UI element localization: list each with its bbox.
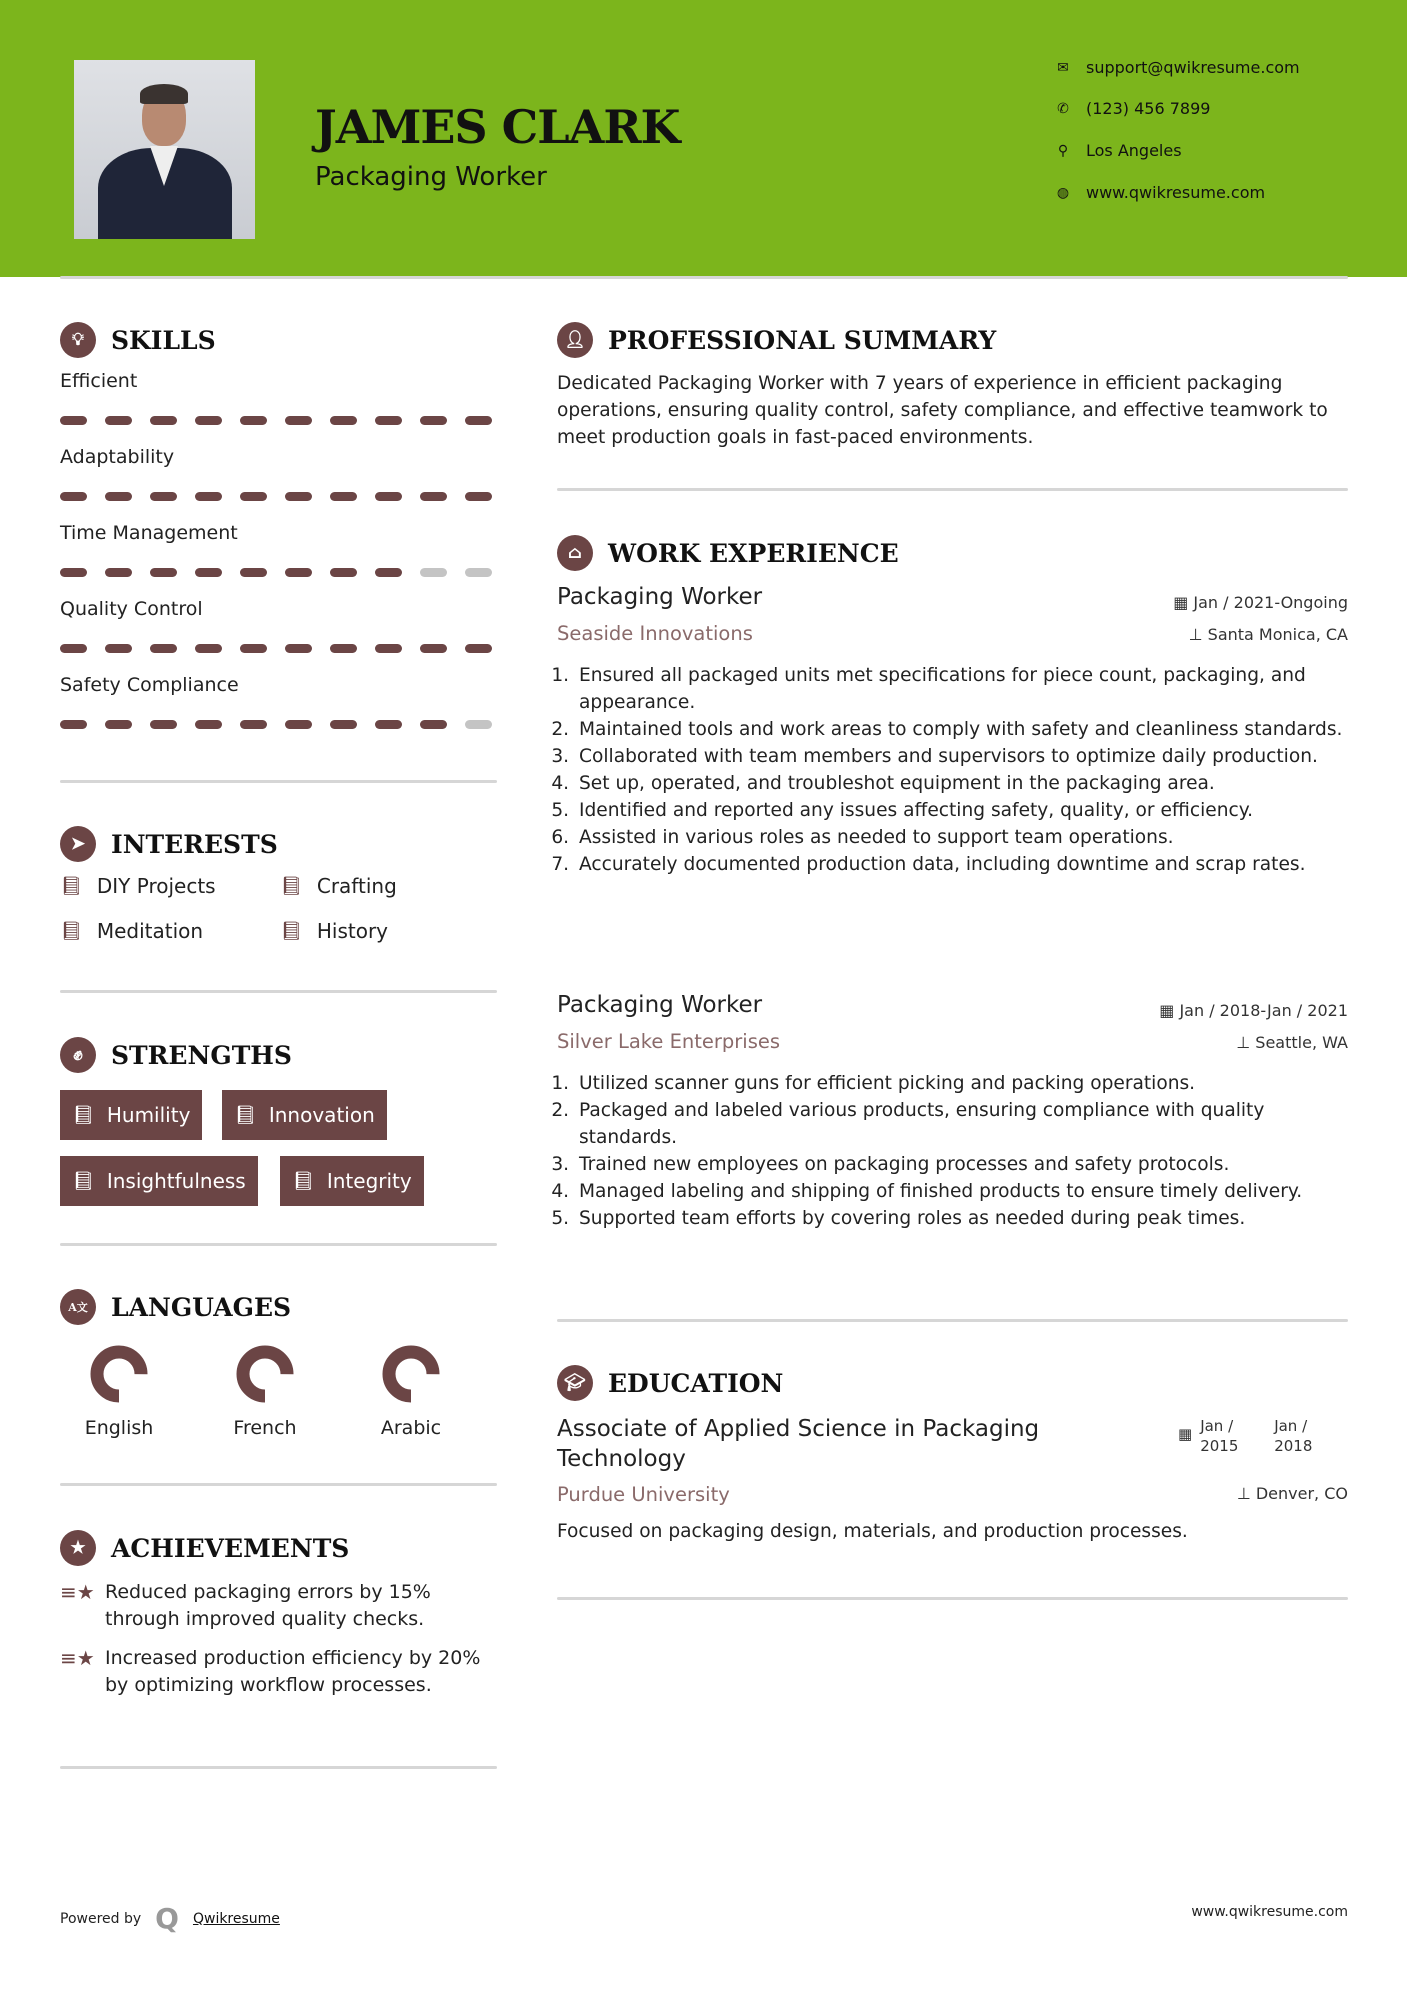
skill-rating [60, 720, 497, 729]
book-icon: 📘︎ [280, 875, 303, 897]
school: Purdue University [557, 1483, 730, 1506]
skill-rating [60, 568, 497, 577]
pin-icon: ⊥ [1236, 1484, 1256, 1503]
interests-heading [60, 826, 278, 862]
graduate-icon: 🎓︎ [557, 1365, 593, 1401]
strength-label: Innovation [268, 1103, 375, 1127]
language-proficiency-ring [380, 1343, 442, 1405]
interest-label: Crafting [316, 874, 397, 898]
skill-rating [60, 492, 497, 501]
job-bullets [557, 1070, 1357, 1232]
globe-icon: ◍ [1056, 184, 1070, 201]
rating-dash-filled [285, 720, 312, 729]
strength-tag [222, 1090, 387, 1140]
rating-dash-filled [285, 416, 312, 425]
contact-item [1052, 183, 1265, 202]
education-description: Focused on packaging design, materials, and production processes. [557, 1521, 1188, 1542]
rating-dash-filled [150, 568, 177, 577]
rating-dash-filled [420, 416, 447, 425]
location-text: Santa Monica, CA [1207, 625, 1348, 644]
divider [557, 488, 1348, 491]
education-dates [1178, 1416, 1324, 1456]
rating-dash-filled [240, 492, 267, 501]
contact-text[interactable]: (123) 456 7899 [1086, 99, 1211, 118]
bullet-item: 7. Accurately documented production data, including downtime and scrap rates. [575, 851, 1357, 878]
interest-label: History [316, 919, 389, 943]
rating-dash-filled [285, 644, 312, 653]
rating-dash-filled [330, 492, 357, 501]
bullet-item: 3. Trained new employees on packaging processes and safety protocols. [575, 1151, 1357, 1178]
rating-dash-filled [150, 644, 177, 653]
qwikresume-logo: Q [155, 1902, 179, 1935]
map-pin-icon: ⚲ [1057, 142, 1069, 159]
rating-dash-filled [105, 644, 132, 653]
star-icon: ≡★ [60, 1580, 95, 1604]
heading-text: EDUCATION [608, 1368, 784, 1398]
skill-rating [60, 416, 497, 425]
rating-dash-filled [465, 492, 492, 501]
star-icon: ≡★ [60, 1646, 95, 1670]
rating-dash-empty [465, 720, 492, 729]
end-date: Jan / 2018 [1274, 1417, 1313, 1455]
rating-dash-filled [240, 644, 267, 653]
education-heading [557, 1365, 783, 1401]
rating-dash-filled [465, 644, 492, 653]
strengths-heading [60, 1037, 292, 1073]
job-bullets [557, 662, 1357, 878]
rating-dash-filled [195, 492, 222, 501]
bullet-item: 6. Assisted in various roles as needed to support team operations. [575, 824, 1357, 851]
location-text: Denver, CO [1255, 1484, 1348, 1503]
paper-plane-icon: ➤ [60, 826, 96, 862]
skill-item [60, 598, 497, 674]
divider [60, 1483, 497, 1486]
footer-website[interactable]: www.qwikresume.com [1191, 1904, 1348, 1920]
experience-heading [557, 535, 899, 571]
rating-dash-filled [150, 720, 177, 729]
rating-dash-filled [375, 568, 402, 577]
skill-label: Quality Control [60, 598, 203, 620]
divider [60, 780, 497, 783]
rating-dash-filled [375, 644, 402, 653]
book-icon: 📘︎ [280, 920, 303, 942]
strength-label: Integrity [326, 1169, 412, 1193]
rating-dash-filled [330, 644, 357, 653]
rating-dash-filled [375, 416, 402, 425]
rating-dash-empty [465, 568, 492, 577]
language-name: Arabic [380, 1417, 442, 1439]
heading-text: PROFESSIONAL SUMMARY [608, 325, 997, 355]
dates-text: Jan / 2021-Ongoing [1193, 593, 1348, 612]
lightbulb-icon: 💡︎ [60, 322, 96, 358]
contact-item [1052, 141, 1182, 160]
achievement-text: Reduced packaging errors by 15% through improved quality checks. [105, 1581, 431, 1630]
candidate-title: Packaging Worker [315, 162, 547, 192]
rating-dash-filled [105, 568, 132, 577]
language-proficiency-ring [234, 1343, 296, 1405]
language-name: French [233, 1417, 297, 1439]
interest-item [280, 919, 388, 943]
strength-tag [60, 1156, 258, 1206]
rating-dash-filled [195, 644, 222, 653]
skill-rating [60, 644, 497, 653]
achievements-heading [60, 1530, 349, 1566]
rating-dash-filled [105, 720, 132, 729]
strength-label: Insightfulness [106, 1169, 246, 1193]
footer-powered-by [60, 1902, 280, 1935]
summary-text: Dedicated Packaging Worker with 7 years of experience in efficient packaging operations, ensuring quality control, safety compliance, and effective teamwork to meet production goals in fast-paced environments. [557, 373, 1328, 448]
rating-dash-filled [420, 644, 447, 653]
degree: Associate of Applied Science in Packaging Technology [557, 1416, 1040, 1472]
rating-dash-filled [285, 568, 312, 577]
star-icon: ★ [60, 1530, 96, 1566]
divider [60, 276, 1348, 279]
achievement-text: Increased production efficiency by 20% by optimizing workflow processes. [105, 1647, 481, 1696]
bullet-item: 1. Ensured all packaged units met specifications for piece count, packaging, and appearance. [575, 662, 1357, 716]
rating-dash-filled [375, 720, 402, 729]
heading-text: ACHIEVEMENTS [111, 1533, 350, 1563]
skills-heading [60, 322, 216, 358]
bullet-item: 2. Packaged and labeled various products, ensuring compliance with quality standards. [575, 1097, 1357, 1151]
language-proficiency-ring [88, 1343, 150, 1405]
language-name: English [84, 1417, 154, 1439]
language-item [59, 1343, 179, 1439]
envelope-icon: ✉ [1057, 59, 1069, 76]
job-title: Packaging Worker [557, 992, 763, 1018]
job-dates [1173, 593, 1348, 612]
ring-arc [243, 1352, 287, 1396]
contact-text[interactable]: support@qwikresume.com [1086, 58, 1300, 77]
languages-heading [60, 1289, 291, 1325]
rating-dash-filled [150, 492, 177, 501]
fist-icon: ✊︎ [60, 1037, 96, 1073]
interest-label: DIY Projects [96, 874, 216, 898]
book-icon: 📘︎ [72, 1104, 95, 1126]
rating-dash-filled [240, 568, 267, 577]
interest-item [60, 874, 216, 898]
bullet-item: 1. Utilized scanner guns for efficient picking and packing operations. [575, 1070, 1357, 1097]
strength-tag [280, 1156, 424, 1206]
heading-text: INTERESTS [111, 829, 278, 859]
contact-item [1052, 58, 1300, 77]
skill-label: Efficient [60, 370, 138, 392]
rating-dash-filled [195, 720, 222, 729]
divider [60, 990, 497, 993]
skill-item [60, 370, 497, 446]
strength-label: Humility [106, 1103, 191, 1127]
divider [60, 1243, 497, 1246]
book-icon: 📘︎ [60, 875, 83, 897]
interest-item [280, 874, 397, 898]
rating-dash-filled [105, 416, 132, 425]
divider [557, 1597, 1348, 1600]
book-icon: 📘︎ [234, 1104, 257, 1126]
book-icon: 📘︎ [72, 1170, 95, 1192]
rating-dash-empty [420, 568, 447, 577]
rating-dash-filled [465, 416, 492, 425]
start-date: Jan / 2015 [1200, 1417, 1239, 1455]
ring-arc [389, 1352, 433, 1396]
achievement-item [60, 1579, 497, 1633]
heading-text: SKILLS [111, 325, 216, 355]
divider [60, 1766, 497, 1769]
rating-dash-filled [330, 568, 357, 577]
pin-icon: ⊥ [1236, 1033, 1256, 1052]
skill-label: Safety Compliance [60, 674, 239, 696]
book-icon: 📘︎ [60, 920, 83, 942]
bullet-item: 5. Identified and reported any issues affecting safety, quality, or efficiency. [575, 797, 1357, 824]
contact-text[interactable]: www.qwikresume.com [1086, 183, 1266, 202]
ring-arc [97, 1352, 141, 1396]
user-icon: 👤︎ [557, 322, 593, 358]
company-name: Seaside Innovations [557, 622, 753, 645]
interest-item [60, 919, 203, 943]
job-location [1236, 1033, 1348, 1052]
calendar-icon: ▦ [1159, 1001, 1180, 1020]
rating-dash-filled [60, 720, 87, 729]
rating-dash-filled [420, 492, 447, 501]
dates-text: Jan / 2018-Jan / 2021 [1179, 1001, 1348, 1020]
heading-text: STRENGTHS [111, 1040, 292, 1070]
briefcase-icon: ⌂ [557, 535, 593, 571]
calendar-icon: ▦ [1178, 1425, 1193, 1443]
rating-dash-filled [420, 720, 447, 729]
bullet-item: 5. Supported team efforts by covering roles as needed during peak times. [575, 1205, 1357, 1232]
language-item [351, 1343, 471, 1439]
skill-item [60, 522, 497, 598]
rating-dash-filled [195, 416, 222, 425]
job-dates [1159, 1001, 1348, 1020]
brand-link[interactable]: Qwikresume [192, 1910, 280, 1927]
bullet-item: 2. Maintained tools and work areas to comply with safety and cleanliness standards. [575, 716, 1357, 743]
summary-heading [557, 322, 996, 358]
achievement-item [60, 1645, 497, 1699]
pin-icon: ⊥ [1188, 625, 1208, 644]
skill-item [60, 674, 497, 750]
company-name: Silver Lake Enterprises [557, 1030, 781, 1053]
rating-dash-filled [330, 416, 357, 425]
divider [557, 1319, 1348, 1322]
rating-dash-filled [60, 568, 87, 577]
rating-dash-filled [240, 720, 267, 729]
language-item [205, 1343, 325, 1439]
rating-dash-filled [150, 416, 177, 425]
contact-text[interactable]: Los Angeles [1086, 141, 1182, 160]
rating-dash-filled [60, 416, 87, 425]
rating-dash-filled [240, 416, 267, 425]
skill-item [60, 446, 497, 522]
rating-dash-filled [60, 644, 87, 653]
rating-dash-filled [195, 568, 222, 577]
candidate-name: JAMES CLARK [315, 100, 680, 154]
calendar-icon: ▦ [1173, 593, 1194, 612]
skill-label: Time Management [60, 522, 238, 544]
job-location [1189, 625, 1348, 644]
rating-dash-filled [60, 492, 87, 501]
powered-by-text: Powered by [60, 1910, 142, 1927]
skill-label: Adaptability [60, 446, 175, 468]
bullet-item: 4. Set up, operated, and troubleshot equipment in the packaging area. [575, 770, 1357, 797]
rating-dash-filled [285, 492, 312, 501]
heading-text: LANGUAGES [111, 1292, 292, 1322]
rating-dash-filled [375, 492, 402, 501]
strength-tag [60, 1090, 202, 1140]
translate-icon: A文 [60, 1289, 96, 1325]
interest-label: Meditation [96, 919, 204, 943]
education-location [1237, 1484, 1348, 1503]
location-text: Seattle, WA [1255, 1033, 1348, 1052]
phone-icon: ✆ [1057, 100, 1069, 117]
rating-dash-filled [105, 492, 132, 501]
book-icon: 📘︎ [292, 1170, 315, 1192]
profile-photo [74, 60, 255, 239]
bullet-item: 3. Collaborated with team members and supervisors to optimize daily production. [575, 743, 1357, 770]
contact-item [1052, 99, 1210, 118]
rating-dash-filled [330, 720, 357, 729]
heading-text: WORK EXPERIENCE [608, 538, 899, 568]
bullet-item: 4. Managed labeling and shipping of finished products to ensure timely delivery. [575, 1178, 1357, 1205]
job-title: Packaging Worker [557, 584, 763, 610]
